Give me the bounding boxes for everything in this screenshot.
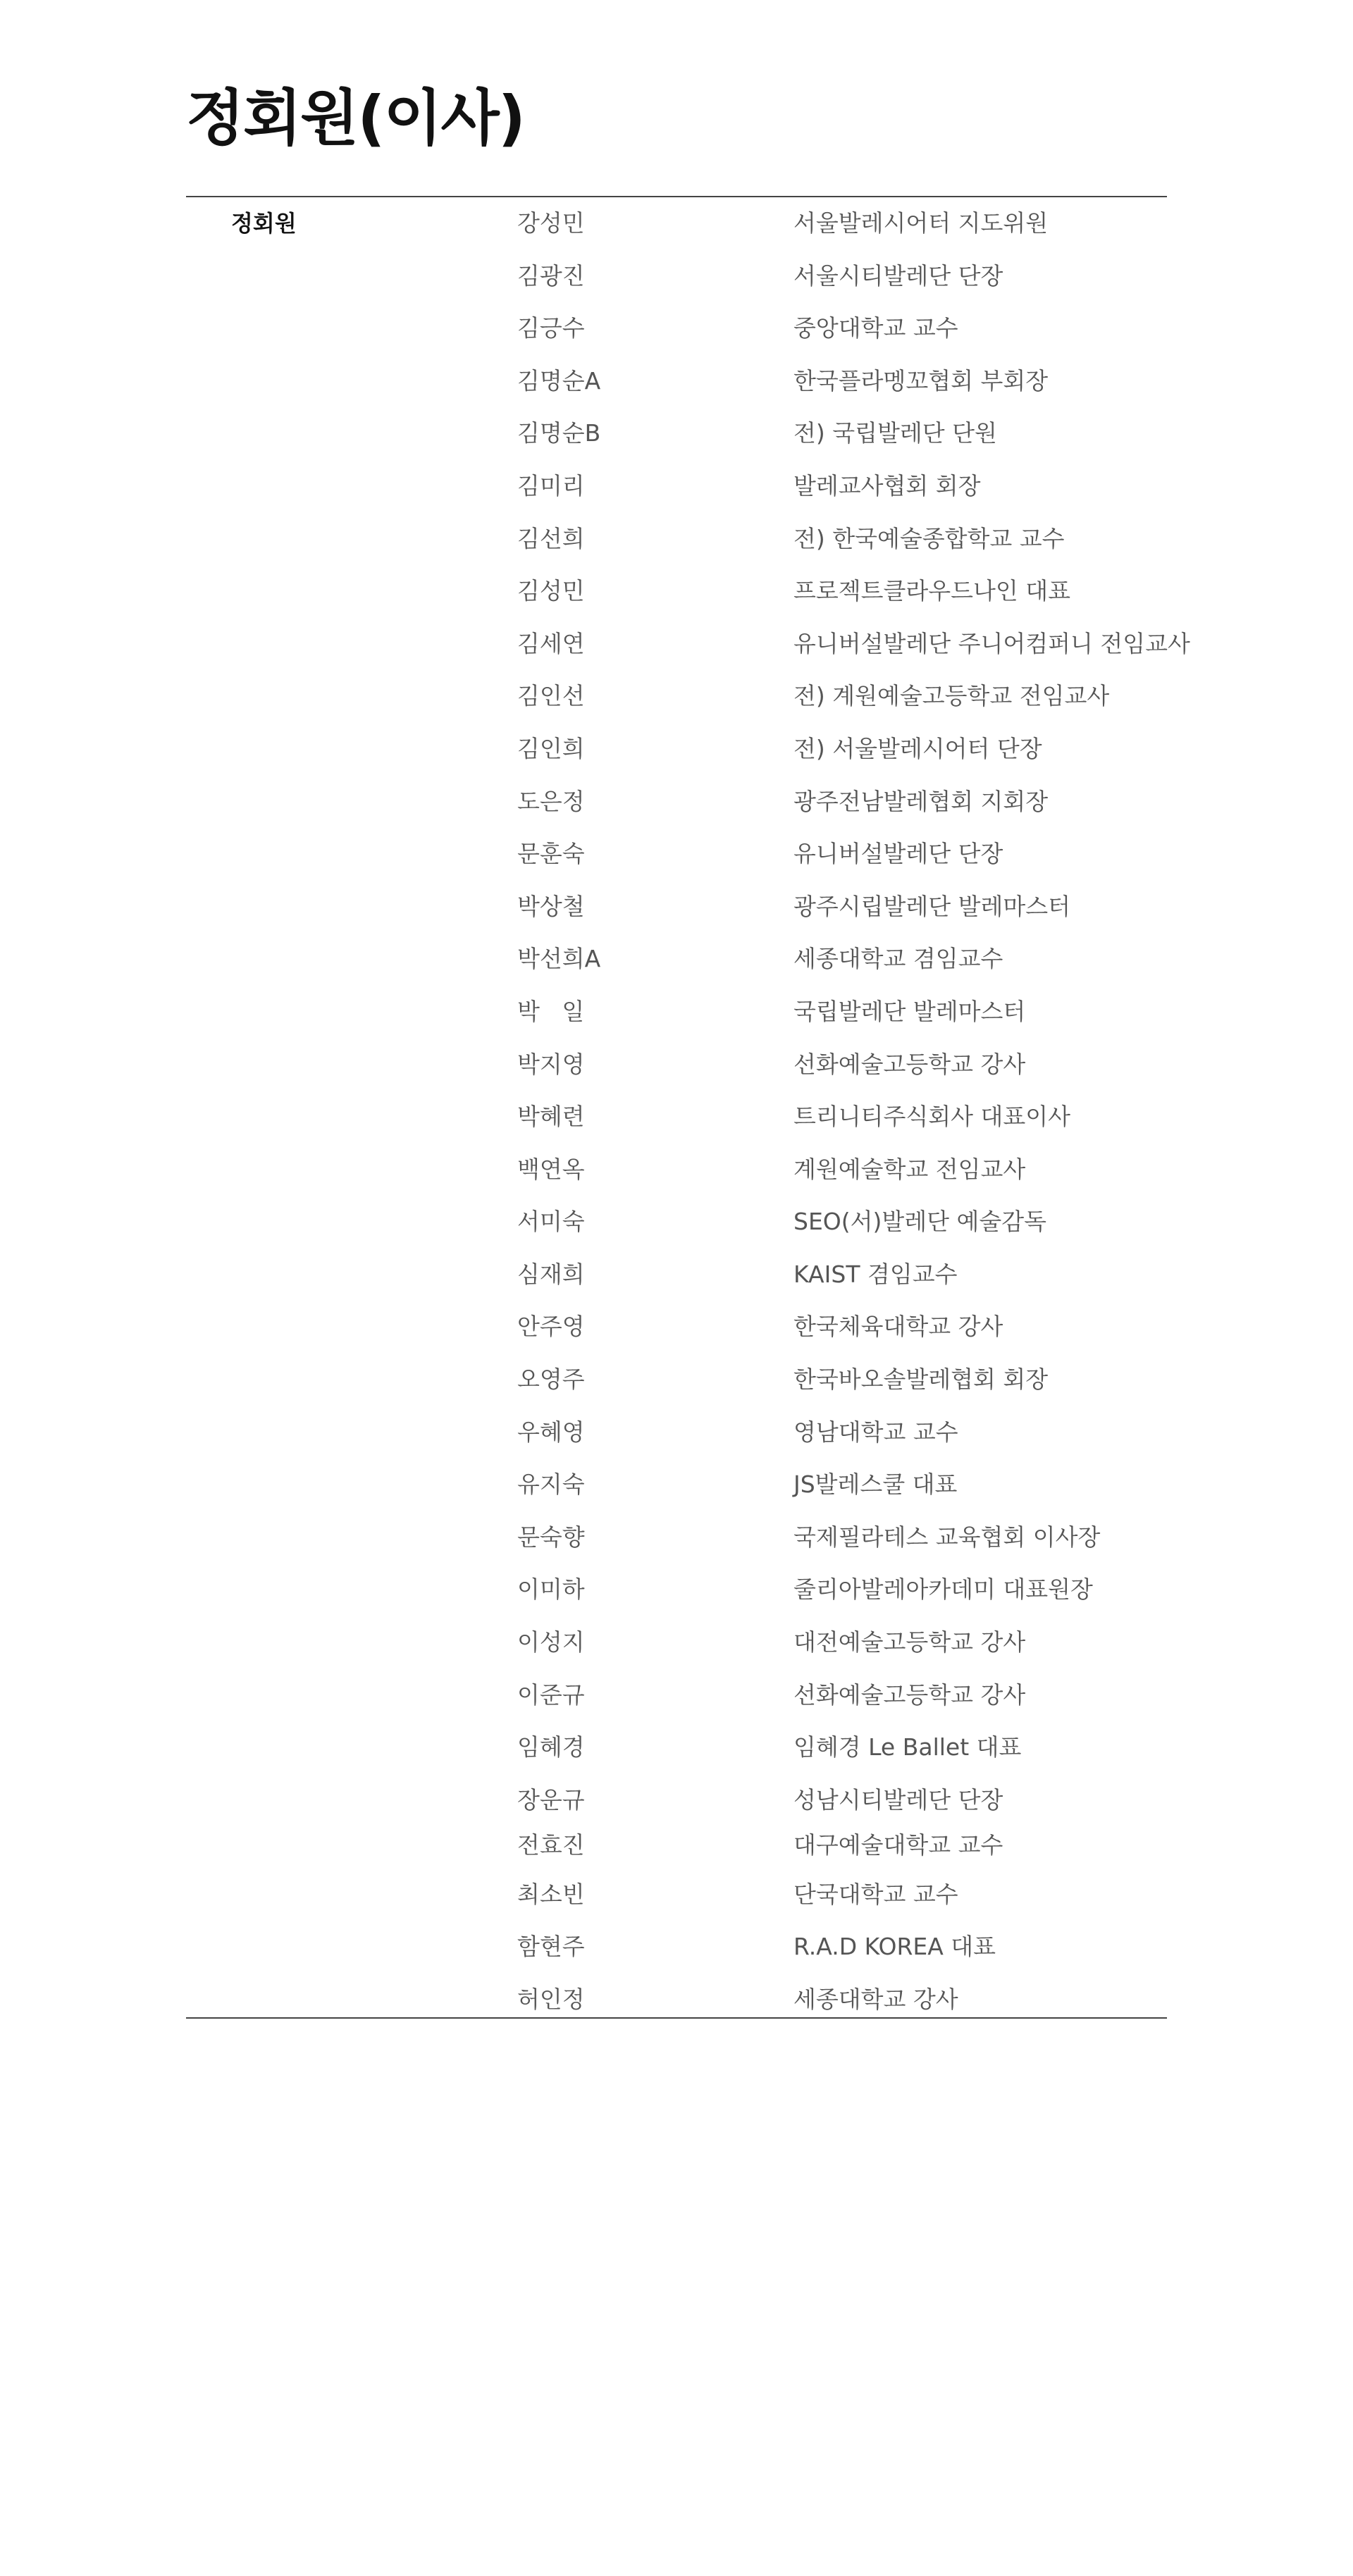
member-role: 계원예술학교 전임교사	[793, 1155, 1026, 1183]
member-role: 대전예술고등학교 강사	[793, 1628, 1026, 1657]
member-row	[186, 733, 1167, 786]
member-name: 김명순A	[517, 366, 601, 395]
member-role: SEO(서)발레단 예술감독	[793, 1208, 1047, 1236]
member-role: 선화예술고등학교 강사	[793, 1680, 1026, 1709]
member-row	[186, 1878, 1167, 1931]
member-name: 이준규	[517, 1680, 585, 1709]
member-role: 국제필라테스 교육협회 이사장	[793, 1523, 1101, 1551]
member-name: 이미하	[517, 1575, 585, 1604]
page-title: 정회원(이사)	[186, 83, 524, 154]
member-name: 안주영	[517, 1313, 585, 1341]
member-row	[186, 575, 1167, 628]
member-row	[186, 1626, 1167, 1679]
member-role: 성남시티발레단 단장	[793, 1785, 1003, 1814]
member-name: 김세연	[517, 629, 585, 657]
member-role: 전) 계원예술고등학교 전임교사	[793, 682, 1110, 710]
member-name: 김긍수	[517, 314, 585, 342]
member-name: 김인선	[517, 682, 585, 710]
member-name: 김선희	[517, 524, 585, 552]
member-role: 유니버설발레단 단장	[793, 840, 1003, 868]
member-name: 김인희	[517, 734, 585, 762]
member-row	[186, 1731, 1167, 1784]
member-row	[186, 1829, 1167, 1878]
member-name: 김명순B	[517, 419, 601, 447]
member-role: JS발레스쿨 대표	[793, 1470, 958, 1499]
member-name: 박혜련	[517, 1103, 585, 1131]
member-role: 세종대학교 강사	[793, 1986, 958, 2013]
member-role: 단국대학교 교수	[793, 1880, 958, 1908]
member-role: 광주전남발레협회 지회장	[793, 787, 1049, 815]
member-name: 박선희A	[517, 945, 601, 973]
member-role: 중앙대학교 교수	[793, 314, 958, 342]
member-row	[186, 1101, 1167, 1153]
member-name: 문숙향	[517, 1523, 585, 1551]
member-row	[186, 1363, 1167, 1416]
member-name: 문훈숙	[517, 840, 585, 868]
category-label: 정회원	[231, 210, 297, 237]
member-name: 심재희	[517, 1260, 585, 1288]
member-row	[186, 470, 1167, 523]
member-row	[186, 891, 1167, 943]
member-role: 한국바오솔발레협회 회장	[793, 1366, 1049, 1394]
member-name: 김성민	[517, 577, 585, 605]
member-name: 전효진	[517, 1831, 585, 1859]
member-role: 서울시티발레단 단장	[793, 261, 1003, 290]
member-name: 허인정	[517, 1986, 585, 2013]
member-row	[186, 1521, 1167, 1574]
member-role: 트리니티주식회사 대표이사	[793, 1103, 1071, 1131]
member-role: 영남대학교 교수	[793, 1418, 958, 1446]
member-row	[186, 1048, 1167, 1101]
member-name: 김미리	[517, 471, 585, 500]
member-role: 유니버설발레단 주니어컴퍼니 전임교사	[793, 629, 1190, 657]
member-name: 강성민	[517, 209, 585, 237]
member-role: R.A.D KOREA 대표	[793, 1933, 996, 1961]
member-role: 대구예술대학교 교수	[793, 1831, 1003, 1859]
member-row	[186, 838, 1167, 891]
member-role: 선화예술고등학교 강사	[793, 1050, 1026, 1078]
member-role: 서울발레시어터 지도위원	[793, 209, 1049, 237]
member-row	[186, 1468, 1167, 1521]
member-row	[186, 312, 1167, 365]
member-row	[186, 1931, 1167, 1983]
member-row	[186, 523, 1167, 576]
member-name: 임혜경	[517, 1733, 585, 1761]
member-role: KAIST 겸임교수	[793, 1260, 958, 1288]
member-role: 한국플라멩꼬협회 부회장	[793, 366, 1049, 395]
member-name: 도은정	[517, 787, 585, 815]
member-row	[186, 207, 1167, 260]
member-row	[186, 943, 1167, 996]
member-role: 발레교사협회 회장	[793, 471, 981, 500]
member-row	[186, 1258, 1167, 1311]
member-name: 함현주	[517, 1933, 585, 1961]
member-row	[186, 1573, 1167, 1626]
member-row	[186, 1416, 1167, 1469]
member-row	[186, 996, 1167, 1048]
member-role: 광주시립발레단 발레마스터	[793, 892, 1071, 920]
member-row	[186, 786, 1167, 838]
member-role: 프로젝트클라우드나인 대표	[793, 577, 1071, 605]
member-role: 전) 서울발레시어터 단장	[793, 734, 1042, 762]
member-role: 국립발레단 발레마스터	[793, 997, 1026, 1025]
member-role: 한국체육대학교 강사	[793, 1313, 1003, 1341]
member-table	[186, 196, 1190, 2019]
member-row	[186, 1311, 1167, 1363]
member-row	[186, 1784, 1167, 1829]
member-name: 우혜영	[517, 1418, 585, 1446]
member-row	[186, 1153, 1167, 1206]
member-role: 줄리아발레아카데미 대표원장	[793, 1575, 1093, 1604]
member-list	[186, 197, 1190, 2017]
member-name: 장운규	[517, 1785, 585, 1814]
member-role: 세종대학교 겸임교수	[793, 945, 1003, 973]
member-row	[186, 1983, 1167, 2017]
member-name: 최소빈	[517, 1880, 585, 1908]
member-row	[186, 1206, 1167, 1258]
member-role: 임혜경 Le Ballet 대표	[793, 1733, 1022, 1761]
member-row	[186, 260, 1167, 313]
member-name: 서미숙	[517, 1208, 585, 1236]
member-name: 이성지	[517, 1628, 585, 1657]
member-name: 박상철	[517, 892, 585, 920]
member-name: 오영주	[517, 1366, 585, 1394]
member-name: 김광진	[517, 261, 585, 290]
member-role: 전) 한국예술종합학교 교수	[793, 524, 1065, 552]
member-row	[186, 1679, 1167, 1732]
member-name: 유지숙	[517, 1470, 585, 1499]
member-row	[186, 365, 1167, 418]
member-role: 전) 국립발레단 단원	[793, 419, 997, 447]
member-row	[186, 628, 1190, 681]
member-row	[186, 680, 1167, 733]
member-row	[186, 417, 1167, 470]
member-name: 백연옥	[517, 1155, 585, 1183]
member-name: 박지영	[517, 1050, 585, 1078]
member-name: 박 일	[517, 997, 585, 1025]
